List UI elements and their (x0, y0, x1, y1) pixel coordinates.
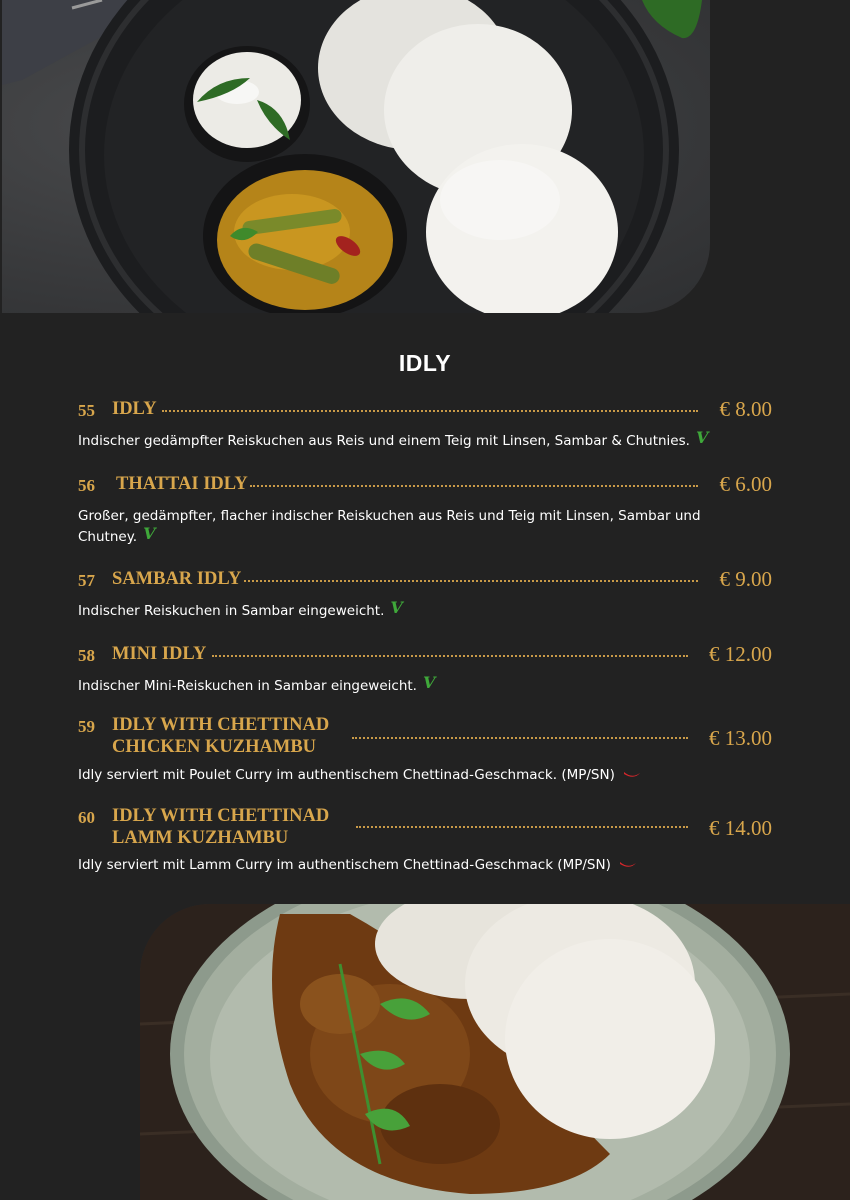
item-description (78, 765, 728, 785)
vegetarian-icon: V (695, 428, 709, 447)
item-price: € 9.00 (719, 567, 772, 591)
leader-dots (352, 737, 688, 739)
item-price: € 13.00 (709, 726, 772, 750)
vegetarian-icon: V (390, 598, 403, 617)
item-description (78, 855, 728, 875)
menu-item-57 (78, 567, 772, 619)
menu-item-59 (78, 714, 772, 783)
item-name (112, 714, 329, 758)
leader-dots (212, 655, 688, 657)
item-name: SAMBAR IDLY (112, 569, 242, 589)
item-name: MINI IDLY (112, 644, 207, 664)
idly-sambar-photo (2, 0, 710, 313)
section-title: IDLY (398, 350, 452, 376)
menu-item-55 (78, 397, 772, 449)
leader-dots (244, 580, 698, 582)
item-price: € 14.00 (709, 816, 772, 840)
item-description (78, 430, 728, 451)
item-description (78, 600, 728, 621)
item-description-text: Indischer Reiskuchen in Sambar eingeweicht. (78, 603, 385, 619)
item-number: 58 (78, 646, 95, 665)
item-name-line1: IDLY WITH CHETTINAD (112, 806, 330, 826)
leader-dots (162, 410, 698, 412)
item-price: € 12.00 (709, 642, 772, 666)
item-price: € 6.00 (719, 472, 772, 496)
menu-item-56 (78, 472, 772, 545)
item-number: 57 (78, 571, 95, 590)
menu-item-60 (78, 805, 772, 873)
item-name: IDLY (112, 399, 157, 419)
item-name-line1: IDLY WITH CHETTINAD (112, 715, 330, 735)
item-description-text: Idly serviert mit Lamm Curry im authentischem Chettinad-Geschmack (MP/SN) (78, 857, 611, 873)
idly-lamm-curry-photo (140, 904, 850, 1200)
item-name-line2: LAMM KUZHAMBU (112, 828, 289, 848)
item-description-text: Idly serviert mit Poulet Curry im authentischem Chettinad-Geschmack. (MP/SN) (78, 767, 615, 783)
item-price: € 8.00 (719, 397, 772, 421)
item-description-line1: Großer, gedämpfter, flacher indischer Reiskuchen aus Reis und Teig mit Linsen, Sambar und (78, 508, 701, 524)
vegetarian-icon: V (143, 524, 156, 543)
leader-dots (356, 826, 688, 828)
item-description-line2: Chutney. (78, 529, 138, 545)
leader-dots (250, 485, 698, 487)
chili-icon (623, 770, 641, 780)
item-number: 56 (78, 476, 95, 495)
item-number: 60 (78, 808, 95, 827)
item-number: 55 (78, 401, 95, 420)
menu-item-58 (78, 642, 772, 694)
item-name (112, 805, 329, 849)
item-name: THATTAI IDLY (116, 474, 248, 494)
item-description (78, 506, 728, 547)
item-description-text: Indischer gedämpfter Reiskuchen aus Reis und einem Teig mit Linsen, Sambar & Chutnies. (78, 433, 690, 449)
item-description-text: Indischer Mini-Reiskuchen in Sambar eingeweicht. (78, 678, 417, 694)
item-name-line2: CHICKEN KUZHAMBU (112, 737, 317, 757)
chili-icon (619, 860, 637, 870)
vegetarian-icon: V (422, 673, 436, 692)
item-number: 59 (78, 717, 95, 736)
item-description (78, 675, 728, 696)
